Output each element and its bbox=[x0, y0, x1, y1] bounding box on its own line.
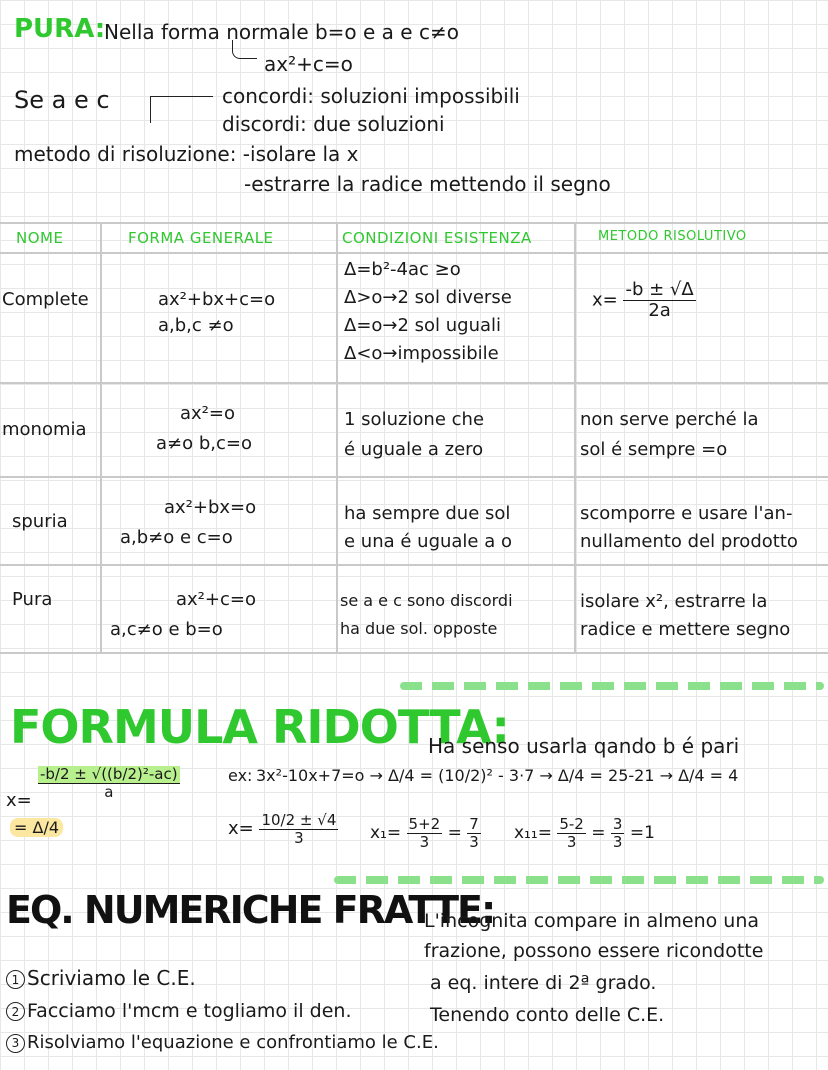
cond-spuria-2: e una é uguale a o bbox=[344, 531, 512, 552]
pura-line2: ax²+c=o bbox=[264, 52, 353, 76]
cond-complete-1: Δ=b²-4ac ≥o bbox=[344, 259, 461, 280]
row-name-complete: Complete bbox=[2, 289, 89, 310]
table-border bbox=[574, 222, 576, 654]
x2-res-num: 3 bbox=[612, 815, 623, 833]
metodo-spuria-2: nullamento del prodotto bbox=[580, 531, 798, 552]
bracket-connector bbox=[150, 96, 213, 123]
x2-solution bbox=[514, 816, 655, 850]
cond-spuria-1: ha sempre due sol bbox=[344, 503, 511, 524]
discordi-text: discordi: due soluzioni bbox=[222, 112, 445, 136]
x1-label: x₁= bbox=[370, 823, 402, 843]
pura-title: PURA: bbox=[14, 14, 106, 44]
x1-eq: = bbox=[447, 823, 462, 843]
table-border bbox=[0, 252, 828, 254]
header-condizioni: CONDIZIONI ESISTENZA bbox=[342, 229, 532, 247]
metodo-complete bbox=[592, 280, 696, 321]
step-text: Facciamo l'mcm e togliamo il den. bbox=[27, 1000, 352, 1022]
fratte-desc-4: Tenendo conto delle C.E. bbox=[430, 1004, 665, 1026]
metodo-monomia-1: non serve perché la bbox=[580, 409, 759, 430]
ridotta-formula-prefix: x= bbox=[6, 790, 32, 811]
x1-res-num: 7 bbox=[469, 815, 479, 833]
table-border bbox=[0, 222, 828, 224]
cond-complete-4: Δ<o→impossibile bbox=[344, 343, 499, 364]
step-number: 1 bbox=[6, 970, 25, 989]
fratte-desc-3: a eq. intere di 2ª grado. bbox=[430, 972, 657, 994]
step-3 bbox=[6, 1032, 439, 1053]
x-prefix: x= bbox=[228, 818, 254, 839]
forma-complete-1: ax²+bx+c=o bbox=[158, 289, 276, 310]
forma-monomia-1: ax²=o bbox=[180, 403, 235, 424]
x-formula bbox=[228, 812, 338, 846]
header-forma: FORMA GENERALE bbox=[128, 229, 274, 247]
table-border bbox=[0, 564, 828, 566]
cond-complete-3: Δ=o→2 sol uguali bbox=[344, 315, 502, 336]
ridotta-title: FORMULA RIDOTTA: bbox=[10, 700, 509, 754]
cond-monomia-2: é uguale a zero bbox=[344, 439, 484, 460]
x2-label: x₁₁= bbox=[514, 823, 552, 843]
dashed-divider bbox=[400, 682, 824, 690]
table-border bbox=[0, 476, 828, 478]
table-border bbox=[0, 652, 828, 654]
row-name-spuria: spuria bbox=[12, 511, 68, 532]
cond-pura-2: ha due sol. opposte bbox=[340, 619, 498, 638]
metodo-complete-den: 2a bbox=[648, 299, 671, 321]
header-metodo: METODO RISOLUTIVO bbox=[598, 229, 747, 244]
step-2 bbox=[6, 1000, 351, 1022]
table-border bbox=[0, 382, 828, 384]
header-nome: NOME bbox=[16, 229, 64, 247]
step-number: 3 bbox=[6, 1034, 25, 1053]
forma-pura-2: a,c≠o e b=o bbox=[110, 619, 223, 640]
forma-spuria-2: a,b≠o e c=o bbox=[120, 527, 233, 548]
cond-complete-2: Δ>o→2 sol diverse bbox=[344, 287, 512, 308]
step-text: Risolviamo l'equazione e confrontiamo le C.E. bbox=[27, 1032, 439, 1053]
metodo-complete-num: -b ± √Δ bbox=[625, 279, 694, 300]
row-name-pura: Pura bbox=[12, 589, 53, 610]
x-num: 10/2 ± √4 bbox=[261, 811, 337, 829]
equations-table bbox=[0, 222, 828, 654]
dashed-divider bbox=[334, 876, 824, 884]
x1-den: 3 bbox=[419, 832, 430, 851]
x2-num: 5-2 bbox=[559, 815, 584, 833]
ridotta-formula-den: a bbox=[104, 782, 114, 801]
example-text: 3x²-10x+7=o → Δ/4 = (10/2)² - 3·7 → Δ/4 = 25-21 → Δ/4 = 4 bbox=[256, 766, 739, 785]
metodo-pura-2: radice e mettere segno bbox=[580, 619, 791, 640]
fratte-title: EQ. NUMERICHE FRATTE: bbox=[6, 888, 495, 932]
forma-pura-1: ax²+c=o bbox=[176, 589, 256, 610]
se-label: Se a e c bbox=[14, 86, 110, 114]
metodo-spuria-1: scomporre e usare l'an- bbox=[580, 503, 793, 524]
x2-den: 3 bbox=[566, 832, 577, 851]
ridotta-delta-note: = Δ/4 bbox=[10, 818, 63, 837]
table-border bbox=[100, 222, 102, 654]
step-number: 2 bbox=[6, 1002, 25, 1021]
ridotta-desc: Ha senso usarla qando b é pari bbox=[428, 734, 740, 758]
ridotta-formula-num: -b/2 ± √((b/2)²-ac) bbox=[40, 765, 178, 783]
step-1 bbox=[6, 966, 196, 990]
metodo-text: metodo di risoluzione: -isolare la x bbox=[14, 142, 359, 166]
pura-line1: Nella forma normale b=o e a e c≠o bbox=[104, 20, 459, 44]
ridotta-formula-box bbox=[0, 762, 218, 844]
concordi-text: concordi: soluzioni impossibili bbox=[222, 84, 520, 108]
metodo-text-2: -estrarre la radice mettendo il segno bbox=[244, 172, 611, 196]
ridotta-formula-fraction bbox=[38, 766, 180, 800]
x1-solution bbox=[370, 816, 481, 850]
fratte-desc-1: L'incognita compare in almeno una bbox=[424, 910, 760, 932]
forma-complete-2: a,b,c ≠o bbox=[158, 315, 234, 336]
row-name-monomia: monomia bbox=[2, 419, 87, 440]
x2-eq: = bbox=[591, 823, 606, 843]
fratte-desc-2: frazione, possono essere ricondotte bbox=[424, 940, 764, 962]
forma-spuria-1: ax²+bx=o bbox=[164, 497, 257, 518]
cond-monomia-1: 1 soluzione che bbox=[344, 409, 485, 430]
cond-pura-1: se a e c sono discordi bbox=[340, 591, 513, 610]
metodo-pura-1: isolare x², estrarre la bbox=[580, 591, 768, 612]
x2-res-den: 3 bbox=[612, 832, 623, 851]
x-den: 3 bbox=[294, 828, 304, 847]
arrow-connector bbox=[232, 40, 257, 59]
x1-res-den: 3 bbox=[469, 832, 479, 851]
table-border bbox=[336, 222, 338, 654]
forma-monomia-2: a≠o b,c=o bbox=[156, 433, 252, 454]
example-label: ex: bbox=[228, 766, 253, 785]
metodo-complete-prefix: x= bbox=[592, 289, 618, 311]
metodo-monomia-2: sol é sempre =o bbox=[580, 439, 728, 460]
step-text: Scriviamo le C.E. bbox=[27, 966, 196, 990]
x1-num: 5+2 bbox=[408, 815, 441, 833]
x2-final: =1 bbox=[629, 823, 655, 843]
